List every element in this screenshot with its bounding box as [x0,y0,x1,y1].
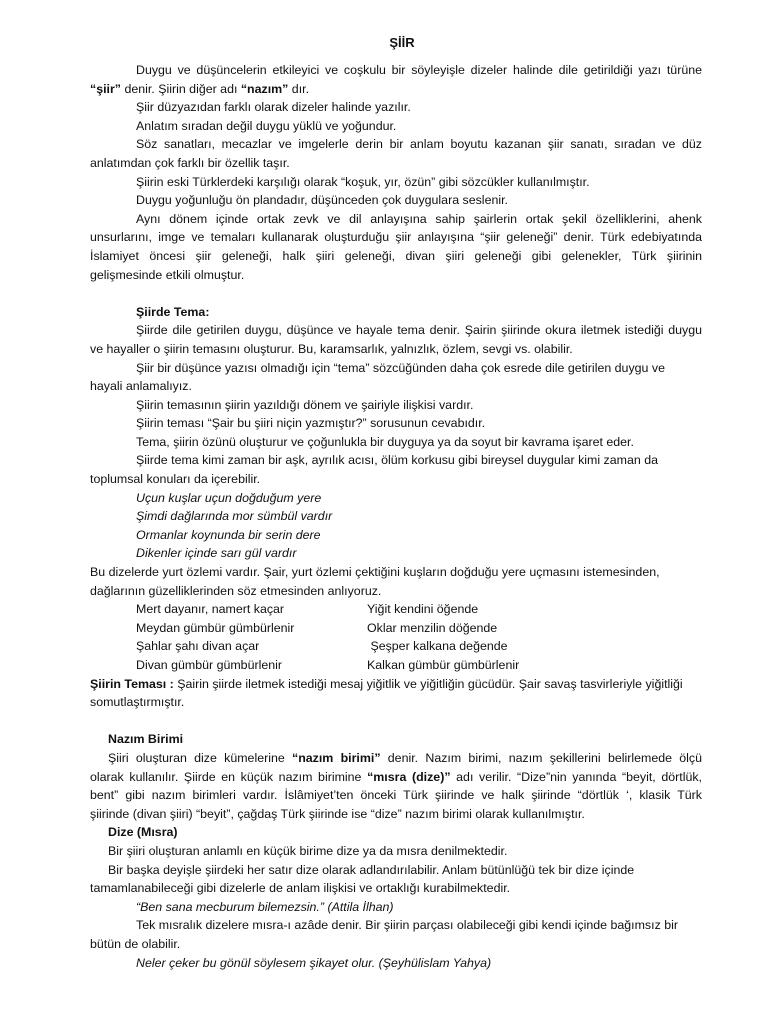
verse-left: Meydan gümbür gümbürlenir [136,620,295,635]
paragraph-line: somutlaştırmıştır. [90,695,185,710]
paragraph-line: şiirinde (divan şiiri) “beyit”, çağdaş Türk şiirinde ise “dize” nazım birimi olarak kullanılmıştır. [90,806,585,821]
poem-line: Dikenler içinde sarı gül vardır [136,546,297,561]
paragraph-line: tamamlanabileceği gibi dizelerle de anlam ilişkisi ve ortaklığı kurabilmektedir. [90,881,511,896]
paragraph-line: Söz sanatları, mecazlar ve imgelerle derin bir anlam boyutu kazanan şiir sanatı, sıradan ve düz [136,137,702,152]
spacer [90,712,702,731]
paragraph-line: Şiir düzyazıdan farklı olarak dizeler halinde yazılır. [136,100,411,115]
poem-line: Ormanlar koynunda bir serin dere [136,527,321,542]
text-span: Şairin şiirde iletmek istediği mesaj yiğitlik ve yiğitliğin gücüdür. Şair savaş tasvirleriyle yiğitliği [173,676,683,691]
paragraph-line: dağlarının güzelliklerinden söz etmesinden anlıyoruz. [90,583,382,598]
verse-row [90,619,702,638]
paragraph-line: anlatımdan çok farklı bir özellik taşır. [90,155,290,170]
tema-label: Şiirin Teması : [90,676,174,691]
verse-right: Yiğit kendini öğende [367,602,479,617]
verse-right: Kalkan gümbür gümbürlenir [367,658,520,672]
paragraph-line: Şiirin teması “Şair bu şiiri niçin yazmıştır?” sorusunun cevabıdır. [136,416,486,431]
term-misra: “mısra (dize)” [367,769,451,784]
dize-section [90,823,702,972]
paragraph-line: ve hayaller o şiirin temasını oluşturur. Bu, karamsarlık, yalnızlık, özlem, sevgi vs. olabilir. [90,341,573,356]
paragraph-line: Bir başka deyişle şiirdeki her satır dize olarak adlandırılabilir. Anlam bütünlüğü tek bir dize içinde [108,862,635,877]
paragraph-line [90,768,702,787]
paragraph-line: Tek mısralık dizelere mısra-ı azâde denir. Bir şiirin parçası olabileceği gibi kendi içinde bağımsız bir [136,918,678,933]
paragraph-line [90,749,702,768]
paragraph-line: Şiirde dile getirilen duygu, düşünce ve hayale tema denir. Şairin şiirinde okura iletmek istediği duygu [136,323,702,338]
section-heading: Dize (Mısra) [108,825,178,840]
paragraph-line: Tema, şiirin özünü oluşturur ve çoğunlukla bir duyguya ya da soyut bir kavrama işaret eder. [136,434,634,449]
paragraph-line: unsurlarını, imge ve temaları kullanarak oluşturduğu şiir anlayışına “şiir geleneği” denir. Türk edebiyatında [90,230,702,245]
paragraph-line: Şiirde tema kimi zaman bir aşk, ayrılık acısı, ölüm korkusu gibi bireysel duygular kimi zaman da [136,453,658,468]
verse-right: Şeşper kalkana değende [367,639,508,654]
quote-line: Neler çeker bu gönül söylesem şikayet olur. (Şeyhülislam Yahya) [136,955,492,970]
verse-left: Şahlar şahı divan açar [136,639,260,654]
paragraph-line: Şiir bir düşünce yazısı olmadığı için “tema” sözcüğünden daha çok esrede dile getirilen duygu ve [136,360,665,375]
quote-line: “Ben sana mecburum bilemezsin.” (Attila İlhan) [136,899,394,914]
spacer [90,284,702,303]
verse-left: Divan gümbür gümbürlenir [136,658,283,672]
paragraph-line: Bu dizelerde yurt özlemi vardır. Şair, yurt özlemi çektiğini kuşların doğduğu yere uçmasını istemesinden, [90,565,660,580]
tema-section [90,303,702,712]
verse-row [90,656,702,675]
paragraph-line: gelişmesinde etkili olmuştur. [90,267,245,282]
text-span: Şiiri oluşturan dize kümelerine [108,750,293,765]
poem-line: Şimdi dağlarında mor sümbül vardır [136,509,333,524]
paragraph-line: bütün de olabilir. [90,936,181,951]
document-body [90,33,702,972]
term-siir: “şiir” [90,81,121,96]
paragraph-line: Duygu yoğunluğu ön plandadır, düşünceden çok duygulara seslenir. [136,193,508,208]
verse-row [90,600,702,619]
section-heading: Nazım Birimi [108,732,184,747]
verse-row [90,637,702,656]
paragraph-line [90,675,702,694]
section-heading: Şiirde Tema: [136,304,210,319]
paragraph-line: Bir şiiri oluşturan anlamlı en küçük birime dize ya da mısra denilmektedir. [108,843,508,858]
text-span: denir. Şiirin diğer adı [121,81,241,96]
term-nazim-birimi: “nazım birimi” [292,750,381,765]
verse-right: Oklar menzilin döğende [367,620,498,635]
poem-line: Uçun kuşlar uçun doğduğum yere [136,490,322,505]
term-nazim: “nazım” [240,81,289,96]
verse-left: Mert dayanır, namert kaçar [136,602,285,617]
paragraph-line: Anlatım sıradan değil duygu yüklü ve yoğundur. [136,118,397,133]
nazim-section [90,730,702,823]
paragraph-line: Aynı dönem içinde ortak zevk ve dil anlayışına sahip şairlerin ortak şekil özelliklerini, ahenk [136,211,702,226]
paragraph-line: Şiirin eski Türklerdeki karşılığı olarak “koşuk, yır, özün” gibi sözcükler kullanılmıştır. [136,174,590,189]
paragraph-line: bent” gibi nazım birimleri vardır. İslâmiyet’ten önceki Türk şiirinde ve halk şiirinde “dörtlük ‘, klasik Türk [90,788,702,803]
text-span: olarak kullanılır. Şiirde en küçük nazım birimine [90,769,368,784]
paragraph-line [90,80,702,99]
intro-section [90,61,702,284]
paragraph-line: Duygu ve düşüncelerin etkileyici ve coşkulu bir söyleyişle dizeler halinde dile getirildiği yazı türüne [136,63,702,77]
paragraph-line: İslamiyet öncesi şiir geleneği, halk şiiri geleneği, divan şiiri geleneği gibi gelenekler, Türk şiirinin [90,248,702,263]
paragraph-line: Şiirin temasının şiirin yazıldığı dönem ve şairiyle ilişkisi vardır. [136,397,474,412]
paragraph-line: toplumsal konuları da içerebilir. [90,472,261,487]
text-span: adı verilir. “Dize”nin yanında “beyit, dörtlük, [450,769,702,784]
page-title: ŞİİR [389,35,415,50]
text-span: denir. Nazım birimi, nazım şekillerini belirlemede ölçü [380,750,702,765]
paragraph-line: hayali anlamalıyız. [90,379,192,394]
text-span: dır. [288,81,310,96]
